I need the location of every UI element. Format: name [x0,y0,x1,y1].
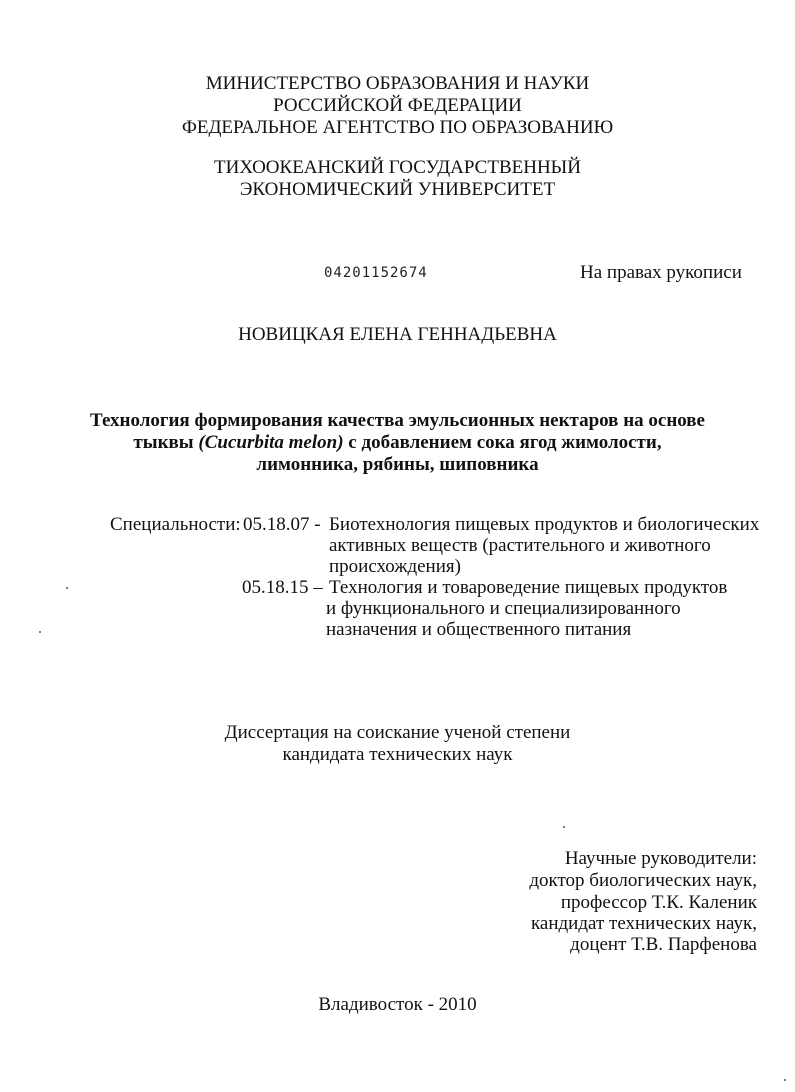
university-line-1: ТИХООКЕАНСКИЙ ГОСУДАРСТВЕННЫЙ [214,157,581,178]
title-line-2 [0,431,795,454]
author-name: НОВИЦКАЯ ЕЛЕНА ГЕННАДЬЕВНА [238,324,557,345]
ministry-line-3: ФЕДЕРАЛЬНОЕ АГЕНТСТВО ПО ОБРАЗОВАНИЮ [181,117,614,138]
place-year: Владивосток - 2010 [318,994,477,1015]
supervisor-line-3: кандидат технических наук, [530,913,757,934]
scan-speck [563,826,565,828]
scan-speck [784,1079,786,1081]
supervisor-line-2: профессор Т.К. Каленик [560,892,757,913]
ministry-line-1: МИНИСТЕРСТВО ОБРАЗОВАНИЯ И НАУКИ [205,73,590,94]
stamp-number: 04201152674 [324,265,428,281]
supervisors-heading: Научные руководители: [564,848,757,869]
specialty-2-code: 05.18.15 – [242,577,323,598]
specialty-1-code: 05.18.07 - [243,514,321,535]
specialty-1-line-3: происхождения) [329,556,461,577]
university-line-2: ЭКОНОМИЧЕСКИЙ УНИВЕРСИТЕТ [239,179,556,200]
title-latin-name: (Cucurbita melon) [198,432,344,453]
specialty-1-line-2: активных веществ (растительного и животного [329,535,711,556]
title-line-1: Технология формирования качества эмульсионных нектаров на основе [90,410,705,431]
scan-speck [39,631,41,633]
specialty-2-line-1: Технология и товароведение пищевых продуктов [329,577,728,598]
rights-note: На правах рукописи [580,262,742,283]
specialty-2-line-2: и функционального и специализированного [326,598,681,619]
title-line-3: лимонника, рябины, шиповника [256,454,539,475]
supervisor-line-1: доктор биологических наук, [529,870,757,891]
specialties-label: Специальности: [110,514,241,535]
supervisor-line-4: доцент Т.В. Парфенова [570,934,757,955]
ministry-line-2: РОССИЙСКОЙ ФЕДЕРАЦИИ [273,95,522,116]
specialty-1-line-1: Биотехнология пищевых продуктов и биологических [329,514,760,535]
specialty-2-line-3: назначения и общественного питания [326,619,632,640]
title-line-2-suffix: с добавлением сока ягод жимолости, [343,432,662,453]
title-line-2-prefix: тыквы [133,432,199,453]
scan-speck [66,587,68,589]
degree-line-1: Диссертация на соискание ученой степени [224,722,571,743]
degree-line-2: кандидата технических наук [282,744,513,765]
